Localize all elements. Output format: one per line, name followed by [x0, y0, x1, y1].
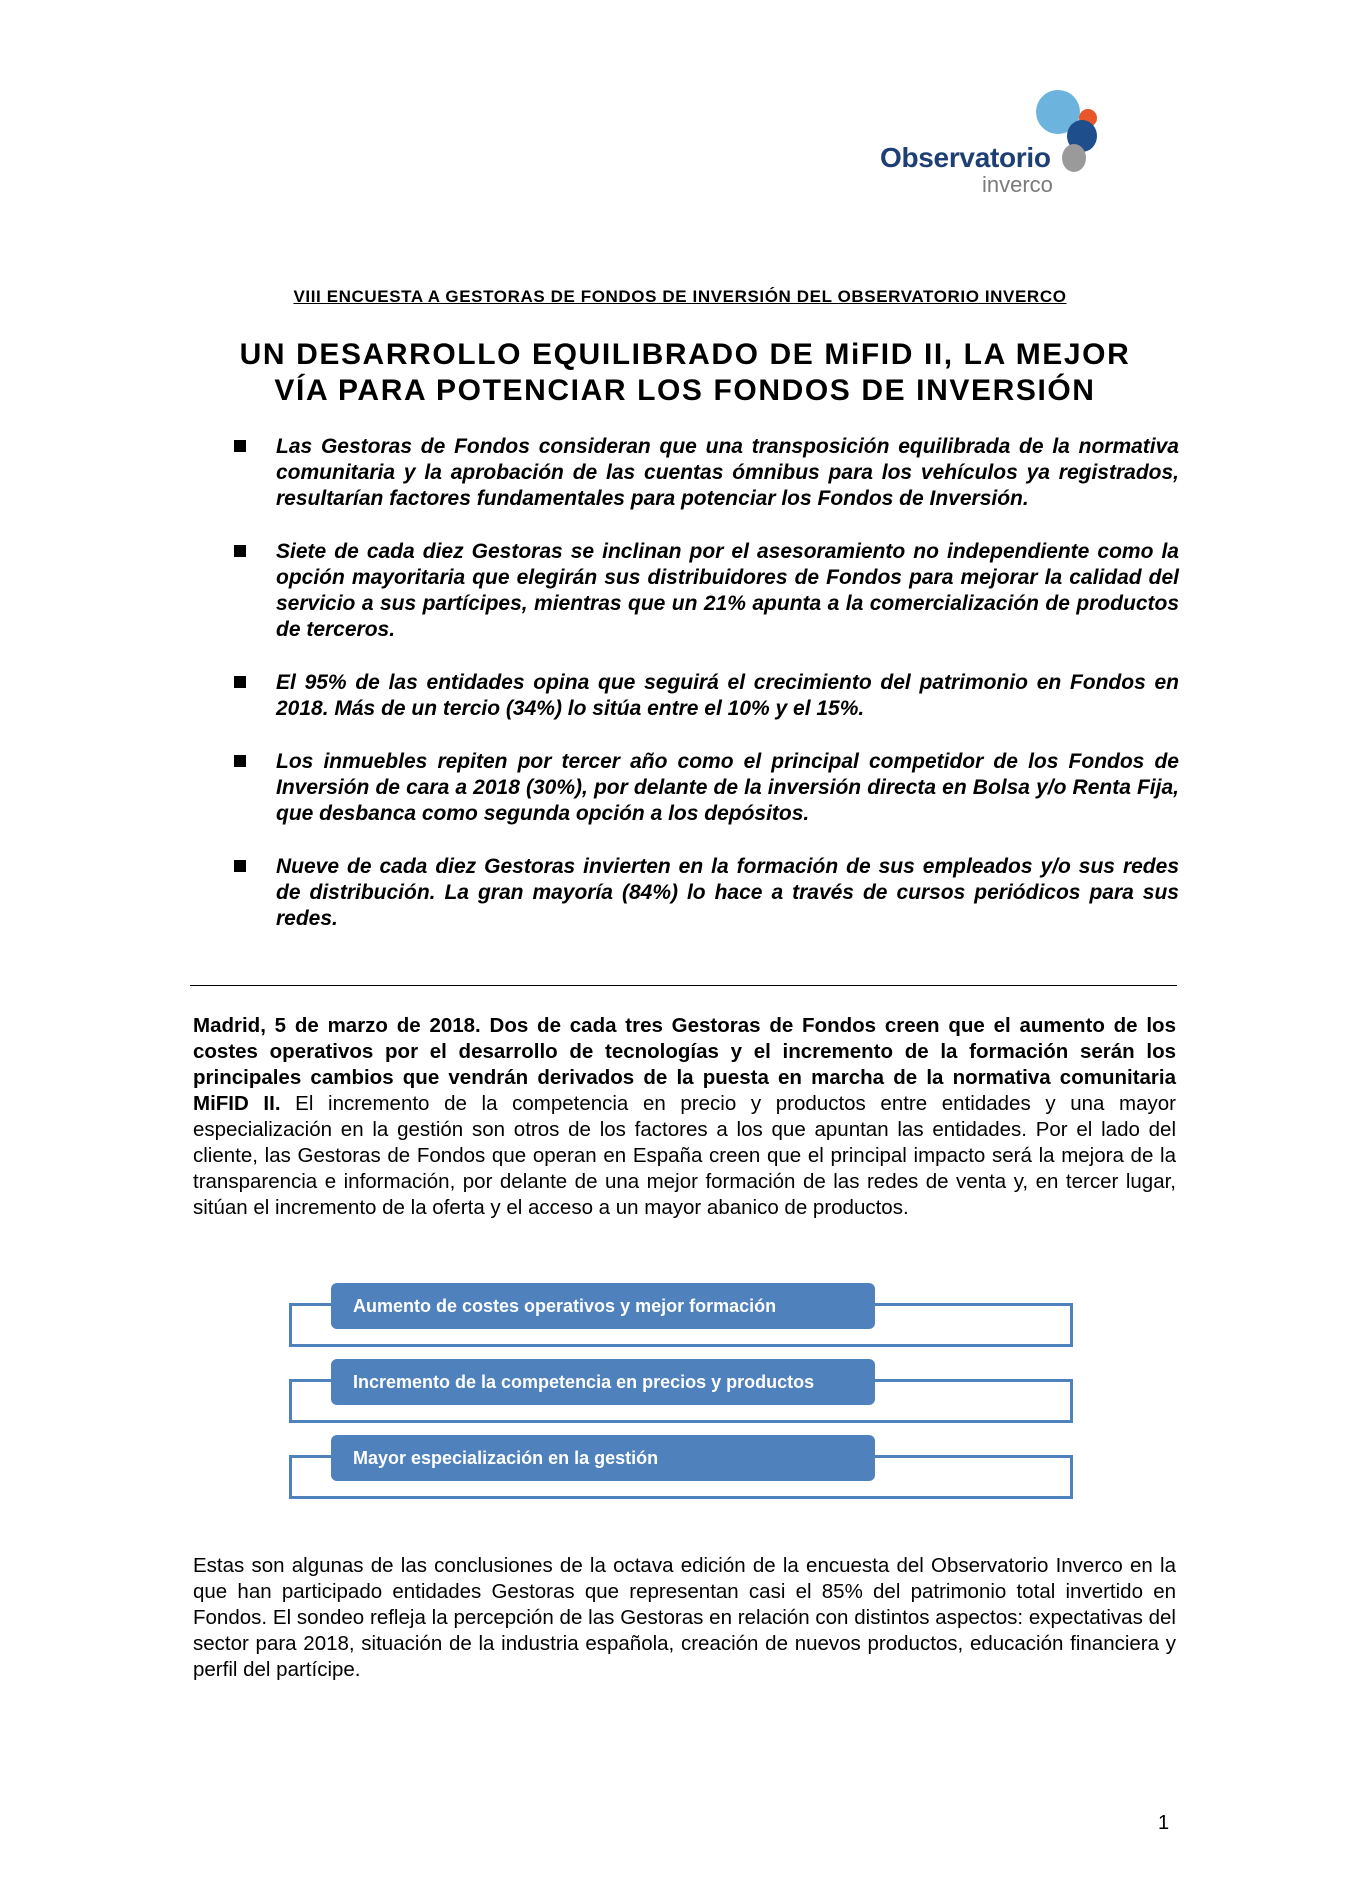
key-point-text: Siete de cada diez Gestoras se inclinan por el asesoramiento no independiente como la opción mayoritaria que elegirán sus distribuidores de Fondos para mejorar la calidad del servicio a sus partícipes, mientras que un 21% apunta a la comercialización de productos de terceros.	[276, 540, 1179, 641]
key-point-text: Nueve de cada diez Gestoras invierten en la formación de sus empleados y/o sus redes de distribución. La gran mayoría (84%) lo hace a través de cursos periódicos para sus redes.	[276, 855, 1179, 930]
key-point-text: El 95% de las entidades opina que seguirá el crecimiento del patrimonio en Fondos en 2018. Más de un tercio (34%) lo sitúa entre el 10% y el 15%.	[276, 671, 1179, 720]
key-point-text: Los inmuebles repiten por tercer año como el principal competidor de los Fondos de Inversión de cara a 2018 (30%), por delante de la inversión directa en Bolsa y/o Renta Fija, que desbanca como segunda opción a los depósitos.	[276, 750, 1179, 825]
square-bullet-icon	[234, 860, 246, 872]
mifid-changes-diagram	[285, 1283, 1080, 1508]
key-point	[234, 854, 1179, 932]
diagram-item	[285, 1283, 1080, 1333]
key-point	[234, 434, 1179, 512]
square-bullet-icon	[234, 545, 246, 557]
diagram-label: Incremento de la competencia en precios y productos	[331, 1359, 875, 1405]
logo-sub: inverco	[982, 172, 1053, 197]
body-paragraph-conclusions: Estas son algunas de las conclusiones de la octava edición de la encuesta del Observatorio Inverco en la que han participado entidades Gestoras que representan casi el 85% del patrimonio total invertido en Fondos. El sondeo refleja la percepción de las Gestoras en relación con distintos aspectos: expectativas del sector para 2018, situación de la industria española, creación de nuevos productos, educación financiera y perfil del partícipe.	[193, 1554, 1176, 1681]
key-point-text: Las Gestoras de Fondos consideran que una transposición equilibrada de la normativa comunitaria y la aprobación de las cuentas ómnibus para los vehículos ya registrados, resultarían factores fundamentales para potenciar los Fondos de Inversión.	[276, 435, 1179, 510]
square-bullet-icon	[234, 440, 246, 452]
diagram-label: Aumento de costes operativos y mejor formación	[331, 1283, 875, 1329]
diagram-item	[285, 1435, 1080, 1485]
key-points-list	[234, 434, 1179, 959]
square-bullet-icon	[234, 755, 246, 767]
key-point	[234, 749, 1179, 827]
diagram-label: Mayor especialización en la gestión	[331, 1435, 875, 1481]
headline-line-1: UN DESARROLLO EQUILIBRADO DE MiFID II, LA MEJOR	[239, 338, 1131, 371]
survey-label: VIII ENCUESTA A GESTORAS DE FONDOS DE INVERSIÓN DEL OBSERVATORIO INVERCO	[293, 287, 1067, 306]
body-paragraph-intro	[193, 1013, 1176, 1221]
observatorio-inverco-logo	[880, 88, 1120, 198]
section-divider	[190, 985, 1177, 986]
logo-name: Observatorio	[880, 142, 1051, 173]
body-lead-rest: El incremento de la competencia en precio y productos entre entidades y una mayor especialización en la gestión son otros de los factores a los que apuntan las entidades. Por el lado del cliente, las Gestoras de Fondos que operan en España creen que el principal impacto será la mejora de la transparencia e información, por delante de una mejor formación de las redes de venta y, en tercer lugar, sitúan el incremento de la oferta y el acceso a un mayor abanico de productos.	[193, 1092, 1177, 1219]
page-number: 1	[1158, 1812, 1170, 1834]
headline-line-2: VÍA PARA POTENCIAR LOS FONDOS DE INVERSIÓN	[274, 374, 1096, 407]
key-point	[234, 670, 1179, 722]
body-lead-bold: Madrid, 5 de marzo de 2018. Dos de cada tres Gestoras de Fondos creen que el aumento de los costes operativos por el desarrollo de tecnologías y el incremento de la formación serán los principales cambios que vendrán derivados de la puesta en marcha de la normativa comunitaria MiFID II.	[193, 1014, 1176, 1115]
diagram-item	[285, 1359, 1080, 1409]
square-bullet-icon	[234, 676, 246, 688]
key-point	[234, 539, 1179, 643]
page-title	[160, 337, 1210, 409]
